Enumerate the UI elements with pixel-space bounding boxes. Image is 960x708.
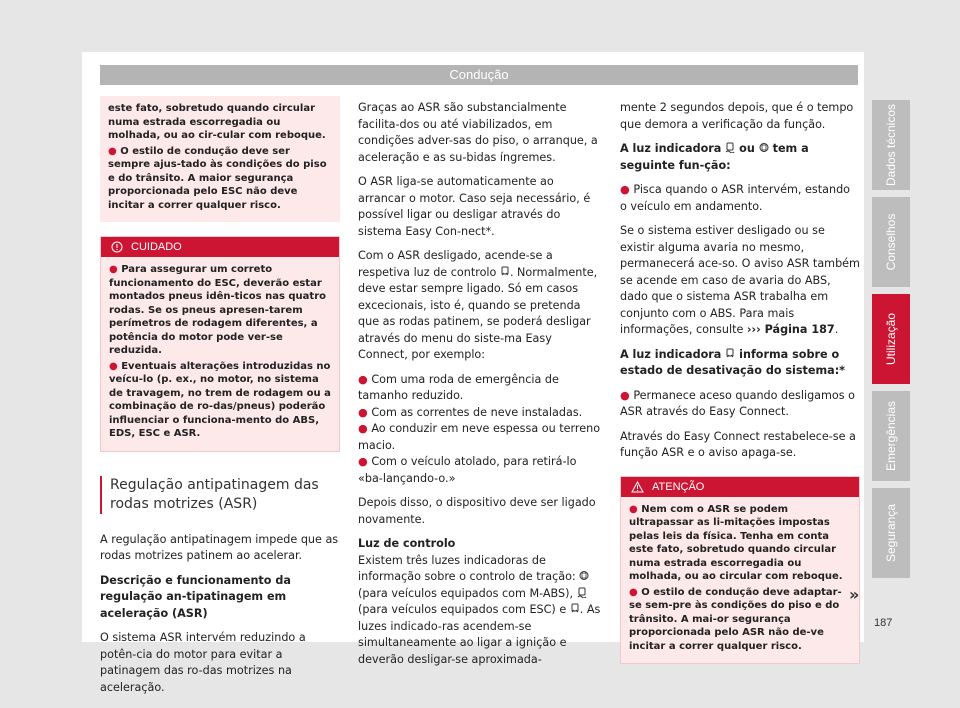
column-3: [620, 100, 860, 664]
intro-text: A regulação antipatinagem impede que as rodas motrizes patinem ao acelerar.: [100, 532, 339, 562]
traction-control-icon: [759, 142, 769, 153]
continue-arrow-icon: »: [849, 585, 860, 604]
body-text: Através do Easy Connect restabelece-se a função ASR e o aviso apaga-se.: [620, 429, 856, 459]
asr-off-icon: [725, 348, 735, 359]
subheading: A luz indicadora ou tem a seguinte fun-ção:: [620, 142, 809, 172]
warning-text: ● O estilo de condução deve ser sempre ajus-tado às condições do piso e do trânsito. A maior segurança proporcionada pelo ESC não deve incitar a correr qualquer risco.: [108, 145, 327, 211]
tab-dados-tecnicos[interactable]: Dados técnicos: [872, 100, 910, 190]
warning-text: este fato, sobretudo quando circular numa estrada escorregadia ou molhada, ou ao cir-cular com reboque.: [108, 103, 326, 141]
warning-item: ● O estilo de condução deve adaptar-se sem-pre às condições do piso e do trânsito. A mai-or segurança proporcionada pelo ASR não de-ve incitar a correr qualquer risco.: [629, 586, 842, 652]
caution-header: [101, 237, 339, 257]
list-item: ● Pisca quando o ASR intervém, estando o veículo em andamento.: [620, 183, 851, 213]
warning-triangle-icon: [631, 481, 644, 493]
body-text: Com o ASR desligado, acende-se a respetiva luz de controlo . Normalmente, deve estar sempre ligado. Só em casos excecionais, isto é, quando se pretenda que as rodas patinem, se poderá desligar através do menu do siste-ma Easy Connect, por exemplo:: [358, 249, 598, 361]
subheading: A luz indicadora informa sobre o estado de desativação do sistema:*: [620, 347, 846, 377]
asr-off-icon: [500, 266, 510, 277]
warning-body: [621, 497, 859, 664]
column-2: [358, 100, 602, 676]
bullet-icon: ●: [629, 503, 642, 515]
warning-title: ATENÇÃO: [652, 480, 705, 493]
traction-control-icon: [579, 570, 589, 581]
bullet-icon: ●: [109, 264, 122, 275]
list-item: ● Com as correntes de neve instaladas.: [358, 405, 583, 419]
tab-conselhos[interactable]: Conselhos: [872, 197, 910, 287]
info-circle-icon: [111, 241, 123, 253]
bullet-icon: ●: [108, 145, 121, 157]
tab-seguranca[interactable]: Segurança: [872, 488, 910, 578]
body-text: Graças ao ASR são substancialmente facilita-dos ou até viabilizados, em condições adver-sas do piso, o arranque, a aceleração e as su-bidas íngremes.: [358, 101, 598, 164]
body-text: O ASR liga-se automaticamente ao arrancar o motor. Caso seja necessário, é possível ligar ou desligar através do sistema Easy Con-nect*.: [358, 175, 591, 238]
subheading: Descrição e funcionamento da regulação an-tipatinagem em aceleração (ASR): [100, 573, 291, 620]
bullet-icon: ●: [358, 422, 372, 435]
warning-continuation: [100, 96, 340, 222]
list-item: ● Com uma roda de emergência de tamanho reduzido.: [358, 372, 559, 402]
page-number: 187: [874, 617, 893, 629]
bullet-icon: ●: [109, 360, 122, 372]
column-1: [100, 96, 340, 704]
warning-box: [620, 476, 860, 665]
warning-header: [621, 477, 859, 497]
list-item: ● Permanece aceso quando desligamos o ASR através do Easy Connect.: [620, 388, 855, 418]
bullet-icon: ●: [629, 586, 642, 598]
esc-icon: [725, 142, 735, 153]
esc-icon: [577, 587, 587, 598]
tab-utilizacao[interactable]: Utilização: [872, 294, 910, 384]
list-item: ● Ao conduzir em neve espessa ou terreno macio.: [358, 422, 601, 452]
asr-off-icon: [570, 603, 580, 614]
body-text: mente 2 segundos depois, que é o tempo que demora a verificação da função.: [620, 101, 854, 131]
caution-body: [101, 257, 339, 451]
warning-item: ● Nem com o ASR se podem ultrapassar as li-mitações impostas pelas leis da física. Tenha em conta este fato, sobretudo quando circular numa estrada escorregadia ou molhada, ou ao circular com reboque.: [629, 503, 843, 582]
caution-item: ● Para assegurar um correto funcionamento do ESC, deverão estar montados pneus idên-ticos nas quatro rodas. Se os pneus apresen-tarem perímetros de rodagem diferentes, a potência do motor pode ver-se reduzida.: [109, 264, 326, 356]
page-link[interactable]: ››› Página 187: [746, 323, 835, 336]
bullet-icon: ●: [620, 388, 634, 402]
bullet-icon: ●: [620, 183, 634, 196]
section-title: Regulação antipatinagem das rodas motrizes (ASR): [100, 476, 340, 514]
body-text: Existem três luzes indicadoras de informação sobre o controlo de tração: (para veículos equipados com M-ABS), (para veículos equipados com ESC) e . As luzes indicado-ras acendem-se simultaneamente ao ligar a ignição e deverão desligar-se aproximada-: [358, 553, 601, 666]
tab-emergencias[interactable]: Emergências: [872, 391, 910, 481]
body-text: Se o sistema estiver desligado ou se existir alguma avaria no mesmo, permanecerá ace-so. O aviso ASR também se acende em caso de avaria do ABS, dado que o sistema ASR trabalha em conjunto com o ABS. Para mais informações, consulte ››› Página 187.: [620, 224, 860, 336]
body-text: O sistema ASR intervém reduzindo a potên-cia do motor para evitar a patinagem das ro-das motrizes na aceleração.: [100, 631, 306, 694]
body-text: Depois disso, o dispositivo deve ser ligado novamente.: [358, 496, 596, 526]
subheading: Luz de controlo: [358, 537, 456, 550]
bullet-icon: ●: [358, 405, 372, 419]
bullet-icon: ●: [358, 372, 372, 386]
caution-box: [100, 236, 340, 452]
caution-item: ● Eventuais alterações introduzidas no veícu-lo (p. ex., no motor, no sistema de travagem, no trem de rodagem ou a combinação de ro-das/pneus) poderão influenciar o funciona-mento do ABS, EDS, ESC e ASR.: [109, 360, 331, 439]
list-item: ● Com o veículo atolado, para retirá-lo «ba-lançando-o.»: [358, 455, 577, 485]
page-header: Condução: [100, 65, 858, 85]
caution-title: CUIDADO: [131, 241, 182, 253]
bullet-icon: ●: [358, 455, 372, 468]
